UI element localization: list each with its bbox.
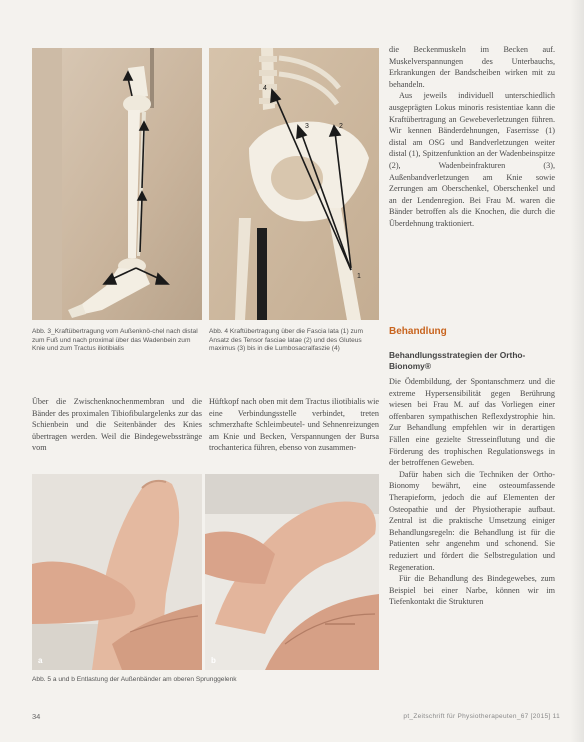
right-column-bottom-text bbox=[389, 376, 555, 608]
figure-5b-label: b bbox=[211, 656, 216, 665]
paragraph: Für die Behandlung des Bindegewebes, zum Beispiel bei einer Narbe, können wir im Tiefenkontakt die Strukturen bbox=[389, 574, 555, 607]
figure-5b-foot-treatment-photo bbox=[205, 474, 379, 670]
figure-3-leg-skeleton-photo bbox=[32, 48, 202, 320]
figure-4-pelvis-skeleton-photo bbox=[209, 48, 379, 320]
figure-5a-label: a bbox=[38, 656, 43, 665]
journal-footer-title: pt_Zeitschrift für Physiotherapeuten_67 [2015] 11 bbox=[403, 713, 560, 720]
paragraph: Die Ödembildung, der Spontanschmerz und die extreme Hypersensibilität gegen Berührung wiesen bei Frau M. auf das Vorliegen einer offenbaren sympathischen Reflexdystrophie hin. Zur Behandlung empfehlen wir in derartigen Fällen eine gezielte Stresseinflutung und die Förderung des trophischen Regulationswegs in der betroffenen Geweben. bbox=[389, 377, 555, 468]
paragraph: Über die Zwischenknochenmembran und die Bänder des proximalen Tibiofibulargelenks zur das Schienbein und die Seitenbänder des Knies übertragen werden. Weil die Bindegewebsstränge vom bbox=[32, 397, 202, 453]
paragraph: Dafür haben sich die Techniken der Ortho-Bionomy bewährt, eine osteoumfassende Therapieform, jedoch die auf Elementen der Osteopathie und der Physiotherapie aufbaut. Zentral ist die praktische Umsetzung einiger Behandlungsregeln: die Behandlung ist für die Patienten sehr angenehm und schonend. Sie reduziert und fördert die Selbstregulation und Regeneration. bbox=[389, 469, 555, 572]
figure-4-caption: Abb. 4 Kraftübertragung über die Fascia lata (1) zum Ansatz des Tensor fasciae latae (2) und des Gluteus maximus (3) bis in die Lumbosacralfaszie (4) bbox=[209, 328, 363, 353]
figure-3-caption: Abb. 3_Kraftübertragung vom Außenknö-chel nach distal zum Fuß und nach proximal über das Wadenbein zum Knie und zum Tractus iliotibialis bbox=[32, 328, 198, 353]
paragraph: die Beckenmuskeln im Becken auf. Muskelverspannungen des Unterbauchs, Erkrankungen der Bandscheiben wirken mit zu behandeln. bbox=[389, 45, 555, 89]
svg-text:1: 1 bbox=[357, 273, 361, 280]
page-edge-shadow bbox=[570, 0, 584, 742]
svg-text:4: 4 bbox=[263, 85, 267, 92]
svg-text:3: 3 bbox=[305, 123, 309, 130]
right-column-top-text bbox=[389, 44, 555, 230]
page-number: 34 bbox=[32, 712, 41, 721]
figure-5a-foot-treatment-photo bbox=[32, 474, 202, 670]
sub-heading: Behandlungsstrategien der Ortho-Bionomy® bbox=[389, 350, 526, 371]
svg-text:2: 2 bbox=[339, 123, 343, 130]
paragraph: Aus jeweils individuell unterschiedlich ausgeprägten Lokus minoris resistentiae kann die Kraftübertragung an Gewebeverletzungen führen. Wir kennen Bänderdehnungen, Faserrisse (1) distal am OSG und Bandverletzungen weiter distal (1), Spitzenfunktion an der Wadenbeinspitze (2), Wadenbeinfrakturen (3), Außenbandverletzungen am Knie sowie Zerrungen am Oberschenkel, Oberschenkel und an der Lendenregion. Bei Frau M. waren die Bänder betroffen als die Knochen, die durch die Überdehnung traktioniert. bbox=[389, 91, 555, 228]
left-column-text bbox=[32, 396, 202, 454]
section-heading: Behandlung bbox=[389, 326, 447, 337]
paragraph: Hüftkopf nach oben mit dem Tractus iliotibialis wie eine Verbindungsstelle verbindet, treten schmerzhafte Schleimbeutel- und Sehnenreizungen am Knie und Becken, Verspannungen der Bursa trochanterica führen, ebenso von zusammen- bbox=[209, 397, 379, 453]
figure-5-caption: Abb. 5 a und b Entlastung der Außenbänder am oberen Sprunggelenk bbox=[32, 676, 237, 683]
middle-column-text bbox=[209, 396, 379, 454]
